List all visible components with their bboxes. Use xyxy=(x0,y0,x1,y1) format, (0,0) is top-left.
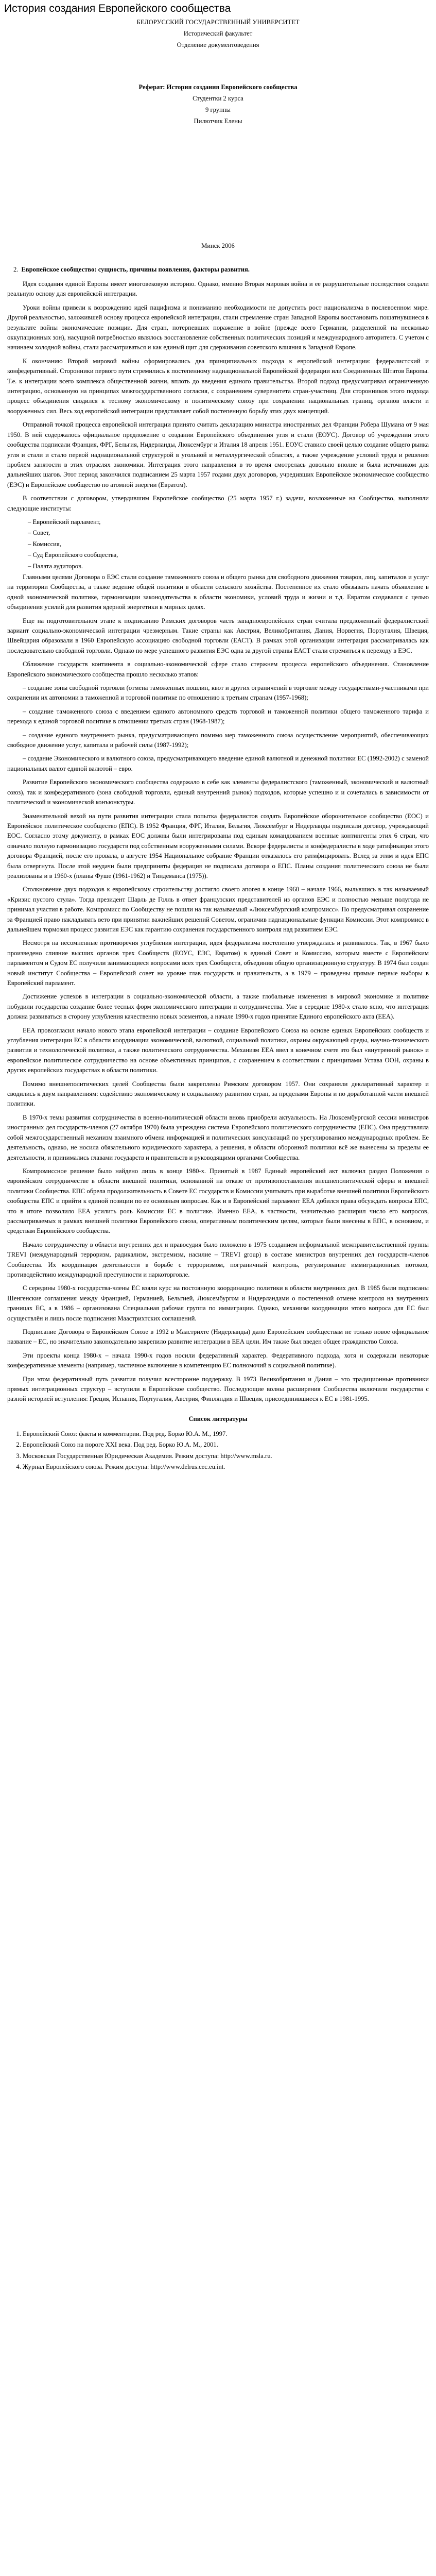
list-item: – Европейский парламент, xyxy=(28,518,101,526)
paragraph: Эти проекты конца 1980-х – начала 1990-х годов носили федеративный характер. Федеративного подхода, хотя и содержали некоторые конфедеративные элементы (например, частичное включение в компетенцию ЕС полномочий в социальной политике). xyxy=(7,1351,429,1369)
main-section xyxy=(7,265,429,1404)
paragraph: – создание таможенного союза с введением единого автономного средств торговой и таможенной политики общего таможенного тарифа и перехода к единой торговой политике в отношении третьих стран (1968-1987); xyxy=(7,707,429,725)
paragraph: Начало сотрудничеству в области внутренних дел и правосудия было положено в 1975 созданием неформальной межправительственной группы TREVI (международный терроризм, радикализм, экстремизм, насилие – TREVI group) в составе министров внутренних дел государств-членов Сообщества. Их координация деятельности в борьбе с терроризмом, пограничный контроль, регулирование иммиграционных потоков, противодействию международной преступности и наркоторговле. xyxy=(7,1241,429,1278)
literature-item: 4. Журнал Европейского союза. Режим доступа: http://www.delrus.cec.eu.int. xyxy=(23,1462,429,1472)
literature-section xyxy=(7,1414,429,1472)
paragraph: – создание единого внутреннего рынка, предусматривающего помимо мер таможенного союза осуществление мероприятий, обеспечивающих свободное движение услуг, капитала и рабочей силы (1987-1992); xyxy=(7,731,429,749)
page-title: История создания Европейского сообщества xyxy=(4,3,231,14)
student-course: Студентки 2 курса xyxy=(193,95,243,102)
paragraph: Помимо внешнеполитических целей Сообщества были закреплены Римским договором 1957. Они сохраняли декларативный характер и сводились к двум направлениям: содействию экономическому и социальному развитию стран, за пределами Европы и по доработанной части внешней политики. xyxy=(7,1080,429,1108)
university-name: БЕЛОРУССКИЙ ГОСУДАРСТВЕННЫЙ УНИВЕРСИТЕТ xyxy=(136,19,300,26)
student-group: 9 группы xyxy=(205,106,231,113)
department-name: Отделение документоведения xyxy=(177,41,259,48)
institutions-list xyxy=(7,517,429,571)
paragraph: В 1970-х темы развития сотрудничества в военно-политической области вновь приобрели актуальность. На Люксембургской сессии министров иностранных дел государств-членов (27 октября 1970) была учреждена система Европейского политического сотрудничества (ЕПС). Она представляла собой межгосударственный механизм взаимного обмена информацией и политических консультаций по урегулированию международных проблем. Ее деятельность, однако, не носила обязательного юридического характера, а решения, в области оборонной политики всё же вынесены за пределы ее деятельности, и принимались главами государств и правительств и руководящими органами Сообщества. xyxy=(7,1113,429,1161)
paragraph: В соответствии с договором, утвердившим Европейское сообщество (25 марта 1957 г.) задачи, возложенные на Сообщество, выполняли следующие институты: xyxy=(7,495,429,512)
paragraph: – создание Экономического и валютного союза, предусматривающего введение единой валютной и денежной политики ЕС (1992-2002) с заменой национальных валют единой валютой – евро. xyxy=(7,755,429,772)
document-body xyxy=(7,16,429,1473)
section-title: Европейское сообщество: сущность, причины появления, факторы развития. xyxy=(21,266,250,273)
paragraph: Достижение успехов в интеграции в социально-экономической области, а также глобальные изменения в мировой экономике и политике побудили государства создание более тесных форм экономического интеграции и сотрудничества. Уже в середине 1980-х стало ясно, что интеграция должна развиваться в сторону углубления качественно новых элементов, а начале 1990-х годов принятие Единого европейского акта (ЕЕА). xyxy=(7,993,429,1021)
city-year: Минск 2006 xyxy=(201,242,235,249)
paragraph: Идея создания единой Европы имеет многовековую историю. Однако, именно Вторая мировая война и ее разрушительные последствия создали реальную основу для европейской интеграции. xyxy=(7,280,429,298)
literature-title: Список литературы xyxy=(188,1415,248,1422)
paragraph: С середины 1980-х государства-члены ЕС взяли курс на постоянную координацию политики в области внутренних дел. В 1985 были подписаны Шенгенские соглашения между Францией, Германией, Бельгией, Люксембургом и Нидерландами о постепенной отмене контроля на внутренних границах ЕС, а в 1986 – организована Специальная рабочая группа по иммиграции. Однако, механизм координации этого вопроса для ЕС был осуществлён и лишь после подписания Маастрихтских соглашений. xyxy=(7,1284,429,1322)
paragraph: Еще на подготовительном этапе к подписанию Римских договоров часть западноевропейских стран считала предложенный федералистский вариант социально-экономической интеграции чрезмерным. Такие страны как Австрия, Великобритания, Дания, Норвегия, Португалия, Швеция, Швейцария образовали в 1960 Европейскую ассоциацию свободной торговли (ЕАСТ). В рамках этой организации интеграция рассматривалась как последовательно свободной торговли. Однако по мере успешного развития ЕЭС одна за другой страны ЕАСТ стали стремиться к переходу в ЕЭС. xyxy=(7,617,429,654)
section-heading xyxy=(7,265,429,274)
paragraph: Уроки войны привели к возрождению идей пацифизма и пониманию необходимости не допустить рост национализма в послевоенном мире. Другой реальностью, заложившей основу процесса европейской интеграции, стали стремление стран Западной Европы восстановить пошатнувшиеся в результате войны экономические позиции. Для стран, потерпевших поражение в войне (прежде всего Германии, разделенной на несколько оккупационных зон), насущной потребностью являлось восстановление собственных политических позиций и международного авторитета. С учетом с начинаем холодной войны, стали рассматриваться и как единый щит для сдерживания советского влияния в Западной Европе. xyxy=(7,303,429,351)
paragraph: – создание зоны свободной торговли (отмена таможенных пошлин, квот и других ограничений в торговле между государствами-участниками при сохранении их автономии в таможенной и торговой политике по отношению к третьим странам (1957-1968); xyxy=(7,684,429,702)
list-item: – Комиссия, xyxy=(28,540,61,548)
paragraph: Развитие Европейского экономического сообщества содержало в себе как элементы федералистского (таможенный, экономический и валютный союз), так и конфедеративного (зона свободной торговли, единый внутренний рынок) подходов, которые успешно и и сочетались в зависимости от политической и экономической конъюнктуры. xyxy=(7,778,429,806)
faculty-name: Исторический факультет xyxy=(183,30,253,37)
paragraph: Отправной точкой процесса европейской интеграции принято считать декларацию министра иностранных дел Франции Робера Шумана от 9 мая 1950. В ней содержалось официальное предложение о создании Европейского объединения угля и стали (ЕОУС). Договор об учреждении этого сообщества подписали Франция, ФРГ, Бельгия, Нидерланды, Люксембург и Италия 18 апреля 1951. ЕОУС ставило своей целью создание общего рынка угля и стали и стало первой наднациональной структурой в угольной и металлургической областях, а также учреждение условий труда и решения проблем занятости в этих отраслях экономики. Интеграция этого направления в то время смотрелась довольно вполне и была источником для дальнейших шагов. Этот период закончился подписанием 25 марта 1957 годами двух договоров, учредивших Европейское экономическое сообщество (ЕЭС) и Европейское сообщество по атомной энергии (Евратом). xyxy=(7,421,429,488)
list-item: – Суд Европейского сообщества, xyxy=(28,551,118,559)
paragraph: При этом федеративный путь развития получил всесторонне поддержку. В 1973 Великобритания и Дания – это традиционные противники прямых интеграционных структур – вступили в Европейское сообщество. Последующие волны расширения Сообщества включили государства с разной историей вступления: Греция, Испания, Португалия, Австрия, Финляндия и Швеция, присоединившиеся к ЕС в 1981-1995. xyxy=(7,1375,429,1403)
student-name: Пилютчик Елены xyxy=(194,117,242,125)
paragraph: Несмотря на несомненные противоречия углубления интеграции, идея федерализма постепенно утверждалась и развивалось. Так, в 1967 было произведено слияние высших органов трех Сообществ (ЕОУС, ЕЭС, Евратом) в единый Совет и Комиссию, которым вместе с Европейским парламентом и Судом ЕС получили занимающиеся вопросами всех трех Сообществ, объединив общую организационную структуру. В 1974 был создан новый институт Сообщества – Европейский совет на уровне глав государств и правительств, а в 1979 – проведены прямые первые выборы в Европейский парламент. xyxy=(7,939,429,987)
paragraph: Главными целями Договора о ЕЭС стали создание таможенного союза и общего рынка для свободного движения товаров, лиц, капиталов и услуг на территории Сообщества, а также ведение общей политики в области сельского хозяйства. Постепенное их стало обязывать начать объявление в одной экономической политике, гармонизации законодательства в области экономики, условий труда и жизни и т.д. Евратом создавался с целью объединения усилий для развития ядерной энергетики в мирных целях. xyxy=(7,573,429,611)
paragraph: Сближение государств континента в социально-экономической сфере стало стержнем процесса европейского объединения. Становление Европейского экономического сообщества прошло несколько этапов: xyxy=(7,660,429,678)
paragraph: Подписание Договора о Европейском Союзе в 1992 в Маастрихте (Нидерланды) дало Европейским сообществам не только новое официальное название – ЕС, но значительно законодательно закрепило развитие интеграции в ЕЕА цели. Им также был введен общее гражданство Союза. xyxy=(7,1328,429,1346)
literature-list xyxy=(7,1429,429,1472)
paragraph: Столкновение двух подходов к европейскому строительству достигло своего апогея в конце 1960 – начале 1966, выльвшись в так называемый «Кризис пустого стула». Тогда президент Шарль де Голль в ответ французских представителей из органов ЕЭС и полностью меньше полугода не принимал участия в работе. Компромисс по Сообществу не пошли на так называемый «Люксембургский компромисс». По предусматривал сохранение за Францией право накладывать вето при принятии важнейших решений Советом, ограничив наднациональные функции Комиссии. Этот компромисс в дальнейшем тормозил процесс развития ЕЭС как гарантию сохранения государственного контроля над развитием ЕЭС. xyxy=(7,886,429,933)
referat-title: Реферат: История создания Европейского сообщества xyxy=(138,83,298,91)
title-page xyxy=(7,16,429,251)
literature-item: 3. Московская Государственная Юридическая Академия. Режим доступа: http://www.msla.ru. xyxy=(23,1451,429,1461)
literature-item: 1. Европейский Союз: факты и комментарии. Под ред. Борко Ю.А. М., 1997. xyxy=(23,1429,429,1439)
paragraph: Компромиссное решение было найдено лишь в конце 1980-х. Принятый в 1987 Единый европейский акт включил раздел Положения о европейском сотрудничестве в области внешней политики, основанной на отказе от противопоставления внешнеполитической сферы и внешней политики Сообщества. ЕПС обрела продолжительность в Совете ЕС государств и Комиссии учитывать при выработке внешней политики Европейского сообщества ЕПС и прийти к единой позиции по ее основным вопросам. Как и в Европейский парламент ЕЕА добился права обсуждать вопросы ЕПС, что в итоге позволило ЕЕА усилить роль Комиссии ЕС в политике. Именно ЕЕА, в частности, значительно расширил число его вопросов, рассматриваемых в рамках внешней политики Европейского союза, оперативным политическим целям, которые были внесены в ЕПС, в основном, и средствам Европейского сообщества. xyxy=(7,1167,429,1235)
paragraph: Знаменательной вехой на пути развития интеграции стала попытка федералистов создать Европейское оборонительное сообщество (ЕОС) и Европейское политическое сообщество (ЕПС). В 1952 Франция, ФРГ, Италия, Бельгия, Люксембург и Нидерланды подписали договор, учреждающий ЕОС. Согласно этому документу, в рамках ЕОС должны были интегрированы под единым командованием военные контингенты этих 6 стран, что означало полную гармонизацию государств под собственным вооруженными силами. Вскоре федералисты и конфедералисты в ходе ратификации этого договора Францией, после его провала, в августе 1954 Национальное собрание Франции отказалось его ратифицировать. Вслед за этим и идея ЕПС была отвергнута. После этой неудачи были предприняты федерация не подписала договора о ЕПС. Планы создания политического союза не были реализованы и в 1960-х (планы Фуше (1961-1962) и Тиндеманса (1975)). xyxy=(7,812,429,879)
paragraph: ЕЕА провозгласил начало нового этапа европейской интеграции – создание Европейского Союза на основе единых Европейских сообществ и углубления интеграции ЕС в области координации экономической, валютной, социальной политики, охраны окружающей среды, научно-технического развития и технологической политики, а также политического сотрудничества. Механизм ЕЕА ввел в конечном счете это был «внутренний рынок» и европейское политическое сотрудничество на основе объективных принципов, с сохранением в соответствии с принципами Устава ООН, охраны в других европейских государствах в области политики. xyxy=(7,1026,429,1074)
list-item: – Совет, xyxy=(28,529,50,537)
section-number: 2. xyxy=(13,266,19,273)
paragraph: К окончанию Второй мировой войны сформировались два принципиальных подхода к европейской интеграции: федералистский и конфедеративный. Сторонники первого пути стремились к постепенному наднациональной Европейской федерации или Соединенных Штатов Европы. Т.е. к интеграции всего комплекса общественной жизни, вплоть до введения единого правительства. Второй подход предусматривал ограниченную интеграцию, основанную на принципах межгосударственного согласия, с сохранением суверенитета стран-участниц. Для сторонников этого подхода процесс объединения сводился к тесному экономическому и политическому союзу при сохранении национальных границ, органов власти и вооруженных сил. Весь ход европейской интеграции представляет собой постепенную борьбу этих двух концепций. xyxy=(7,357,429,415)
list-item: – Палата аудиторов. xyxy=(28,562,83,570)
literature-item: 2. Европейский Союз на пороге XXI века. Под ред. Борко Ю.А. М., 2001. xyxy=(23,1440,429,1450)
